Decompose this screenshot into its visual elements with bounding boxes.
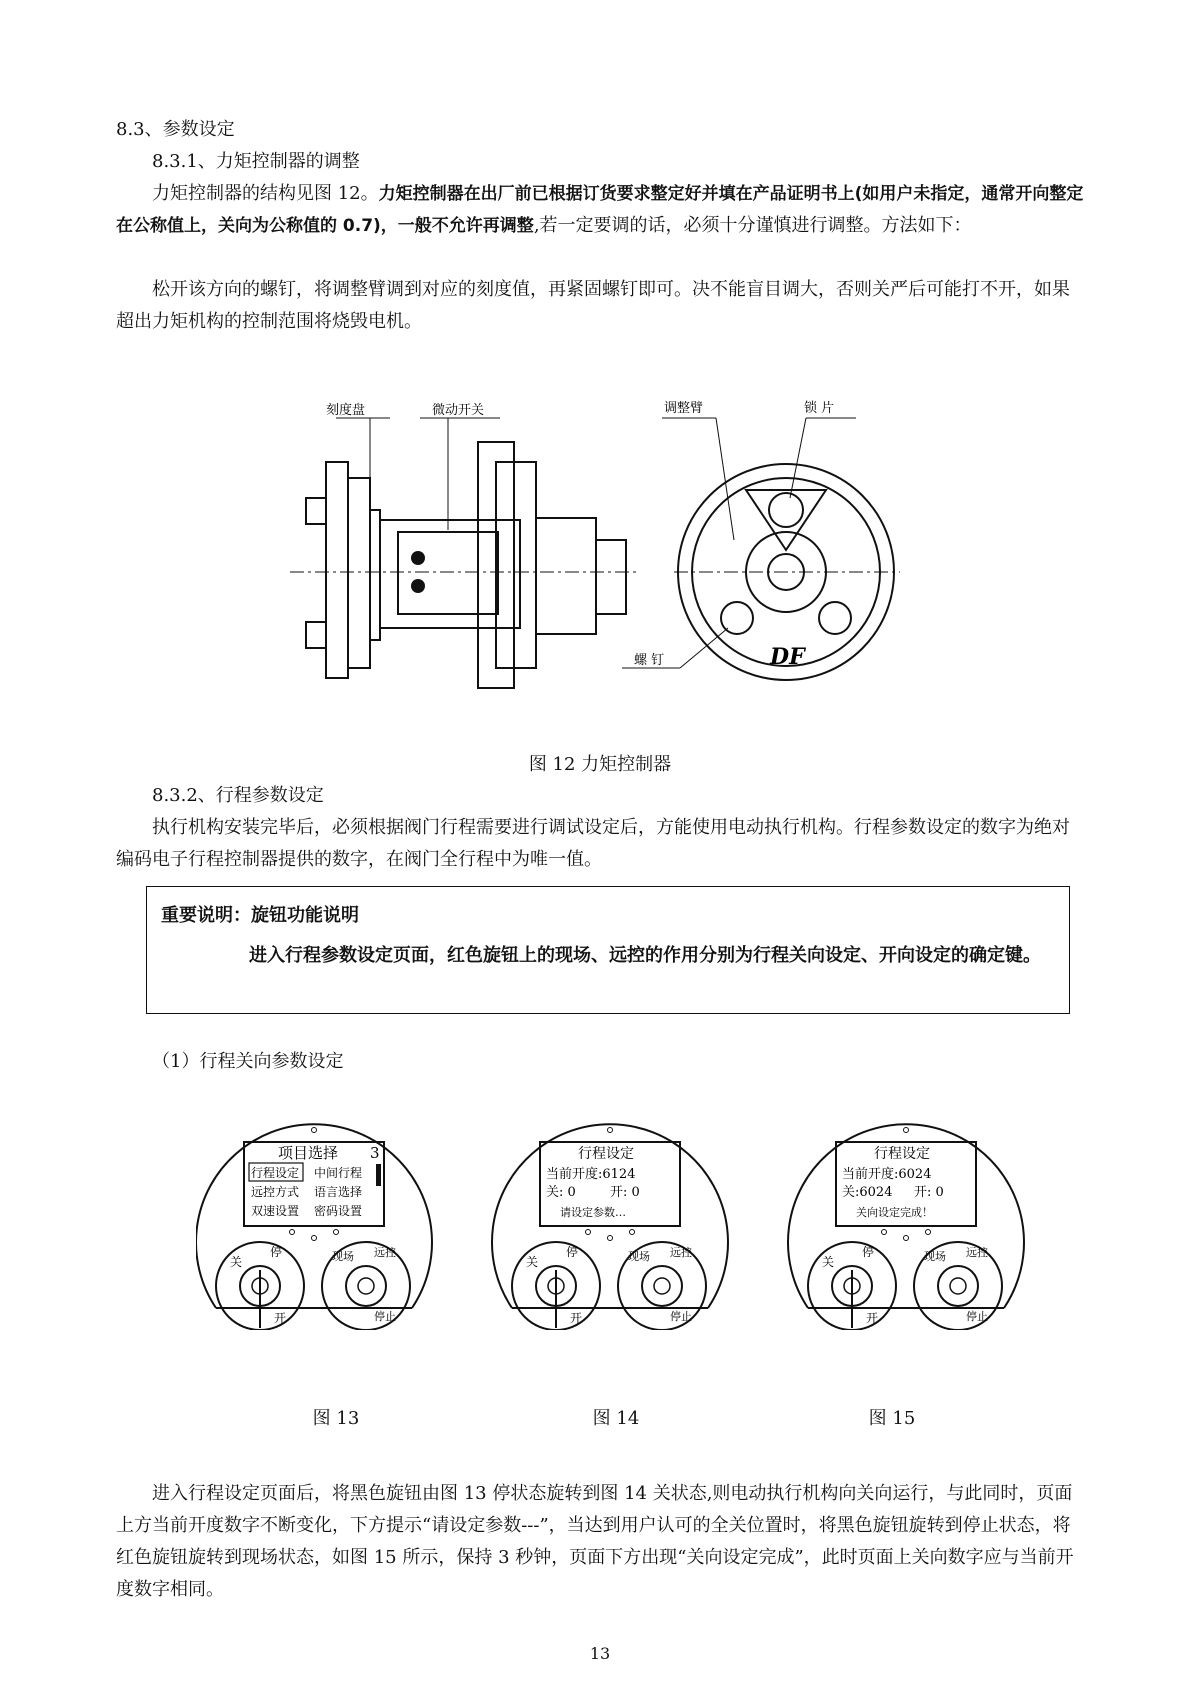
figure-15-caption: 图 15 xyxy=(868,1408,916,1429)
fig15-line3: 关向设定完成！ xyxy=(856,1206,933,1219)
knob-black-open: 开 xyxy=(274,1311,287,1325)
subsection-heading-torque: 8.3.1、力矩控制器的调整 xyxy=(152,151,360,172)
figure-14-panel xyxy=(492,1124,728,1330)
label-lock-plate: 锁 片 xyxy=(804,401,835,416)
figure-12-torque-controller xyxy=(250,400,950,700)
step1-heading: （1）行程关向参数设定 xyxy=(152,1051,344,1072)
knob-black-close: 关 xyxy=(230,1255,243,1269)
fig14-line2b: 开: 0 xyxy=(610,1185,640,1200)
knob-red-stop: 停止 xyxy=(374,1310,396,1323)
note-title: 重要说明：旋钮功能说明 xyxy=(161,905,359,926)
paragraph-travel-intro: 执行机构安装完毕后，必须根据阀门行程需要进行调试设定后，方能使用电动执行机构。行程参数设定的数字为绝对编码电子行程控制器提供的数字，在阀门全行程中为唯一值。 xyxy=(116,817,1070,870)
fig14-line3: 请设定参数… xyxy=(560,1206,626,1219)
figure-14-caption: 图 14 xyxy=(592,1408,640,1429)
paragraph-torque-intro xyxy=(116,178,1086,242)
fig15-line1: 当前开度:6024 xyxy=(842,1167,932,1182)
figures-13-15-panels xyxy=(196,1120,1026,1330)
knob-red-stop: 停止 xyxy=(670,1310,692,1323)
fig14-screen-title: 行程设定 xyxy=(578,1146,634,1162)
fig14-line2a: 关: 0 xyxy=(546,1185,576,1200)
knob-red-stop: 停止 xyxy=(966,1310,988,1323)
fig15-line2b: 开: 0 xyxy=(914,1185,944,1200)
knob-black-stop: 停 xyxy=(566,1245,579,1259)
fig13-page-no: 3 xyxy=(370,1144,380,1162)
page-number: 13 xyxy=(589,1644,611,1663)
label-dial: 刻度盘 xyxy=(326,403,366,418)
figure-13-caption: 图 13 xyxy=(312,1408,360,1429)
para1-text-c: ,若一定要调的话，必须十分谨慎进行调整。方法如下： xyxy=(533,215,972,236)
label-microswitch: 微动开关 xyxy=(432,403,485,418)
knob-black-close: 关 xyxy=(822,1255,835,1269)
knob-red-remote: 远控 xyxy=(966,1246,988,1259)
para1-text-a: 力矩控制器的结构见图 12。 xyxy=(152,183,379,204)
fig13-item-4: 语言选择 xyxy=(314,1185,363,1199)
knob-black-stop: 停 xyxy=(270,1245,283,1259)
section-heading: 8.3、参数设定 xyxy=(116,119,235,140)
label-screw: 螺 钉 xyxy=(634,653,665,668)
figure-12-caption: 图 12 力矩控制器 xyxy=(528,754,672,775)
fig15-line2a: 关:6024 xyxy=(842,1185,893,1200)
fig13-item-3: 远控方式 xyxy=(251,1185,300,1199)
figure-15-panel xyxy=(788,1124,1024,1330)
knob-black-stop: 停 xyxy=(862,1245,875,1259)
knob-red-local: 现场 xyxy=(924,1250,946,1263)
knob-red-remote: 远控 xyxy=(670,1246,692,1259)
knob-red-remote: 远控 xyxy=(374,1246,396,1259)
knob-black-open: 开 xyxy=(570,1311,583,1325)
df-logo: DF xyxy=(770,644,805,670)
note-body: 进入行程参数设定页面，红色旋钮上的现场、远控的作用分别为行程关向设定、开向设定的确定键。 xyxy=(249,945,1041,966)
para1-bold-warning: 力矩控制器在出厂前已根据订货要求整定好并填在产品证明书上(如用户未指定，通常开向整定在公称值上，关向为公称值的 0.7)，一般不允许再调整 xyxy=(116,184,1084,236)
fig14-line1: 当前开度:6124 xyxy=(546,1167,636,1182)
subsection-heading-travel: 8.3.2、行程参数设定 xyxy=(152,785,324,806)
knob-black-open: 开 xyxy=(866,1311,879,1325)
label-adjust-arm: 调整臂 xyxy=(664,401,704,416)
fig13-screen-title: 项目选择 xyxy=(278,1144,339,1162)
paragraph-close-setting: 进入行程设定页面后，将黑色旋钮由图 13 停状态旋转到图 14 关状态,则电动执行机构向关向运行，与此同时，页面上方当前开度数字不断变化，下方提示“请设定参数---”，当达到用户认可的全关位置时，将黑色旋钮旋转到停止状态，将红色旋钮旋转到现场状态，如图 15 所示，保持 3 秒钟，页面下方出现“关向设定完成”，此时页面上关向数字应与当前开度数字相同。 xyxy=(116,1483,1074,1600)
fig15-screen-title: 行程设定 xyxy=(874,1146,930,1162)
fig13-item-5: 双速设置 xyxy=(251,1204,300,1218)
important-note-box xyxy=(146,886,1070,1014)
fig13-item-2: 中间行程 xyxy=(314,1166,363,1180)
knob-red-local: 现场 xyxy=(332,1250,354,1263)
fig13-item-1: 行程设定 xyxy=(251,1166,300,1180)
paragraph-adjust-method: 松开该方向的螺钉，将调整臂调到对应的刻度值，再紧固螺钉即可。决不能盲目调大，否则关严后可能打不开，如果超出力矩机构的控制范围将烧毁电机。 xyxy=(116,279,1070,332)
figure-13-panel xyxy=(196,1124,432,1330)
fig13-item-6: 密码设置 xyxy=(314,1204,363,1218)
knob-black-close: 关 xyxy=(526,1255,539,1269)
knob-red-local: 现场 xyxy=(628,1250,650,1263)
